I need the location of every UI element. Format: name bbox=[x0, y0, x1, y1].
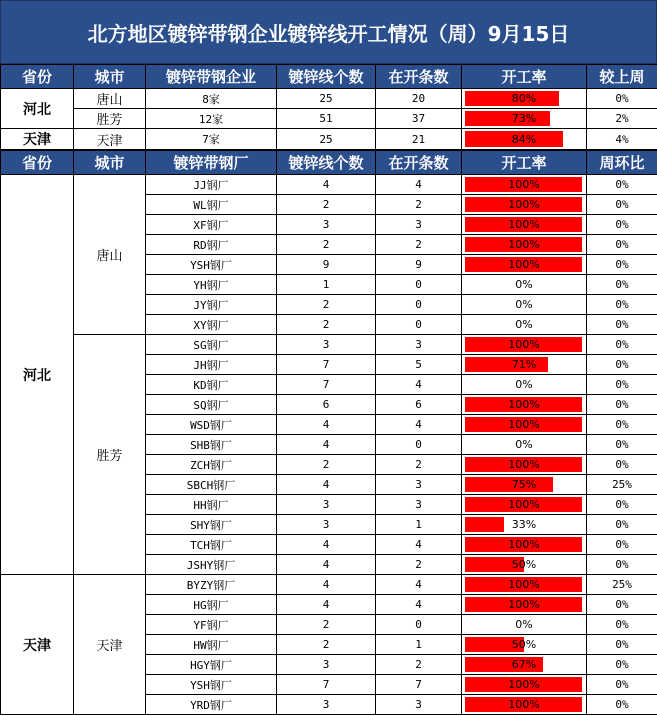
rate-cell bbox=[462, 475, 587, 495]
summary-header-cell: 城市 bbox=[74, 65, 146, 89]
rate-cell bbox=[462, 175, 587, 195]
change-cell: 25% bbox=[587, 475, 657, 495]
line-count-cell: 3 bbox=[277, 495, 376, 515]
mill-row bbox=[1, 175, 657, 195]
rate-cell bbox=[462, 635, 587, 655]
province-cell: 河北 bbox=[1, 175, 74, 575]
change-cell: 0% bbox=[587, 315, 657, 335]
change-cell: 0% bbox=[587, 595, 657, 615]
open-count-cell: 0 bbox=[376, 315, 462, 335]
mill-name-cell: HG钢厂 bbox=[146, 595, 277, 615]
city-cell: 天津 bbox=[74, 129, 146, 150]
change-cell: 0% bbox=[587, 375, 657, 395]
rate-label: 100% bbox=[508, 678, 540, 691]
rate-label: 100% bbox=[508, 458, 540, 471]
rate-label: 0% bbox=[515, 278, 533, 291]
open-count-cell: 3 bbox=[376, 695, 462, 715]
open-count-cell: 9 bbox=[376, 255, 462, 275]
mill-name-cell: YSH钢厂 bbox=[146, 675, 277, 695]
rate-label: 100% bbox=[508, 338, 540, 351]
change-cell: 0% bbox=[587, 515, 657, 535]
city-cell: 唐山 bbox=[74, 175, 146, 335]
province-cell: 天津 bbox=[1, 129, 74, 150]
line-count-cell: 4 bbox=[277, 535, 376, 555]
line-count-cell: 4 bbox=[277, 435, 376, 455]
line-count-cell: 4 bbox=[277, 575, 376, 595]
change-cell: 0% bbox=[587, 695, 657, 715]
line-count-cell: 2 bbox=[277, 195, 376, 215]
line-count-cell: 2 bbox=[277, 235, 376, 255]
mill-name-cell: RD钢厂 bbox=[146, 235, 277, 255]
mill-name-cell: SHB钢厂 bbox=[146, 435, 277, 455]
company-count-cell: 12家 bbox=[146, 109, 277, 129]
mill-name-cell: HH钢厂 bbox=[146, 495, 277, 515]
mill-name-cell: SQ钢厂 bbox=[146, 395, 277, 415]
line-count-cell: 3 bbox=[277, 655, 376, 675]
mill-name-cell: JSHY钢厂 bbox=[146, 555, 277, 575]
summary-row bbox=[1, 129, 657, 150]
open-count-cell: 2 bbox=[376, 235, 462, 255]
province-cell: 河北 bbox=[1, 89, 74, 129]
mill-name-cell: JJ钢厂 bbox=[146, 175, 277, 195]
open-count-cell: 4 bbox=[376, 175, 462, 195]
open-count-cell: 6 bbox=[376, 395, 462, 415]
rate-cell bbox=[462, 355, 587, 375]
mill-name-cell: TCH钢厂 bbox=[146, 535, 277, 555]
detail-header-cell: 在开条数 bbox=[376, 151, 462, 175]
rate-label: 100% bbox=[508, 498, 540, 511]
rate-label: 100% bbox=[508, 598, 540, 611]
change-cell: 0% bbox=[587, 335, 657, 355]
mill-row bbox=[1, 575, 657, 595]
mill-name-cell: JY钢厂 bbox=[146, 295, 277, 315]
mill-name-cell: WL钢厂 bbox=[146, 195, 277, 215]
change-cell: 0% bbox=[587, 89, 657, 109]
rate-cell bbox=[462, 575, 587, 595]
rate-cell bbox=[462, 455, 587, 475]
rate-label: 0% bbox=[515, 318, 533, 331]
rate-label: 0% bbox=[515, 618, 533, 631]
rate-cell bbox=[462, 515, 587, 535]
mill-name-cell: BYZY钢厂 bbox=[146, 575, 277, 595]
line-count-cell: 4 bbox=[277, 415, 376, 435]
rate-label: 100% bbox=[508, 538, 540, 551]
rate-cell bbox=[462, 295, 587, 315]
line-count-cell: 7 bbox=[277, 375, 376, 395]
rate-label: 80% bbox=[511, 92, 537, 105]
rate-label: 100% bbox=[508, 398, 540, 411]
open-count-cell: 7 bbox=[376, 675, 462, 695]
province-cell: 天津 bbox=[1, 575, 74, 715]
company-count-cell: 8家 bbox=[146, 89, 277, 109]
open-count-cell: 3 bbox=[376, 335, 462, 355]
rate-cell bbox=[462, 435, 587, 455]
rate-label: 50% bbox=[511, 638, 537, 651]
change-cell: 0% bbox=[587, 435, 657, 455]
mill-name-cell: ZCH钢厂 bbox=[146, 455, 277, 475]
open-count-cell: 1 bbox=[376, 635, 462, 655]
mill-name-cell: SBCH钢厂 bbox=[146, 475, 277, 495]
mill-name-cell: HW钢厂 bbox=[146, 635, 277, 655]
report-title: 北方地区镀锌带钢企业镀锌线开工情况（周）9月15日 bbox=[0, 0, 657, 64]
rate-label: 100% bbox=[508, 418, 540, 431]
line-count-cell: 6 bbox=[277, 395, 376, 415]
mill-name-cell: YF钢厂 bbox=[146, 615, 277, 635]
change-cell: 0% bbox=[587, 455, 657, 475]
rate-cell bbox=[462, 555, 587, 575]
line-count-cell: 2 bbox=[277, 635, 376, 655]
rate-cell bbox=[462, 275, 587, 295]
mill-name-cell: WSD钢厂 bbox=[146, 415, 277, 435]
line-count-cell: 2 bbox=[277, 295, 376, 315]
change-cell: 4% bbox=[587, 129, 657, 150]
open-count-cell: 2 bbox=[376, 655, 462, 675]
detail-header-cell: 周环比 bbox=[587, 151, 657, 175]
open-count-cell: 4 bbox=[376, 535, 462, 555]
open-count-cell: 0 bbox=[376, 615, 462, 635]
company-count-cell: 7家 bbox=[146, 129, 277, 150]
line-count-cell: 1 bbox=[277, 275, 376, 295]
rate-cell bbox=[462, 395, 587, 415]
line-count-cell: 3 bbox=[277, 215, 376, 235]
rate-cell bbox=[462, 335, 587, 355]
open-count-cell: 4 bbox=[376, 415, 462, 435]
change-cell: 0% bbox=[587, 215, 657, 235]
mill-name-cell: YSH钢厂 bbox=[146, 255, 277, 275]
change-cell: 0% bbox=[587, 495, 657, 515]
rate-label: 100% bbox=[508, 198, 540, 211]
line-count-cell: 2 bbox=[277, 615, 376, 635]
change-cell: 2% bbox=[587, 109, 657, 129]
change-cell: 0% bbox=[587, 535, 657, 555]
open-count-cell: 2 bbox=[376, 555, 462, 575]
open-count-cell: 0 bbox=[376, 275, 462, 295]
rate-cell bbox=[462, 595, 587, 615]
open-count-cell: 3 bbox=[376, 475, 462, 495]
rate-cell bbox=[462, 255, 587, 275]
mill-name-cell: KD钢厂 bbox=[146, 375, 277, 395]
open-count-cell: 37 bbox=[376, 109, 462, 129]
summary-header-cell: 省份 bbox=[1, 65, 74, 89]
rate-label: 100% bbox=[508, 218, 540, 231]
rate-cell bbox=[462, 675, 587, 695]
line-count-cell: 4 bbox=[277, 555, 376, 575]
mill-name-cell: YH钢厂 bbox=[146, 275, 277, 295]
line-count-cell: 51 bbox=[277, 109, 376, 129]
rate-label: 100% bbox=[508, 698, 540, 711]
rate-label: 0% bbox=[515, 378, 533, 391]
detail-header-cell: 省份 bbox=[1, 151, 74, 175]
rate-cell bbox=[462, 375, 587, 395]
line-count-cell: 7 bbox=[277, 355, 376, 375]
summary-row bbox=[1, 89, 657, 109]
mill-name-cell: SG钢厂 bbox=[146, 335, 277, 355]
mill-row bbox=[1, 335, 657, 355]
rate-cell bbox=[462, 215, 587, 235]
line-count-cell: 25 bbox=[277, 129, 376, 150]
detail-table bbox=[0, 150, 657, 715]
detail-header-cell: 开工率 bbox=[462, 151, 587, 175]
change-cell: 0% bbox=[587, 395, 657, 415]
rate-cell bbox=[462, 415, 587, 435]
mill-name-cell: YRD钢厂 bbox=[146, 695, 277, 715]
open-count-cell: 4 bbox=[376, 375, 462, 395]
mill-name-cell: SHY钢厂 bbox=[146, 515, 277, 535]
change-cell: 0% bbox=[587, 255, 657, 275]
line-count-cell: 4 bbox=[277, 475, 376, 495]
open-count-cell: 4 bbox=[376, 595, 462, 615]
summary-header-cell: 镀锌线个数 bbox=[277, 65, 376, 89]
change-cell: 0% bbox=[587, 615, 657, 635]
line-count-cell: 2 bbox=[277, 455, 376, 475]
change-cell: 0% bbox=[587, 415, 657, 435]
open-count-cell: 3 bbox=[376, 215, 462, 235]
rate-label: 100% bbox=[508, 578, 540, 591]
mill-name-cell: HGY钢厂 bbox=[146, 655, 277, 675]
rate-label: 100% bbox=[508, 238, 540, 251]
rate-label: 33% bbox=[511, 518, 537, 531]
line-count-cell: 3 bbox=[277, 515, 376, 535]
line-count-cell: 4 bbox=[277, 175, 376, 195]
rate-label: 100% bbox=[508, 178, 540, 191]
summary-table bbox=[0, 64, 657, 150]
change-cell: 0% bbox=[587, 175, 657, 195]
rate-label: 71% bbox=[511, 358, 537, 371]
city-cell: 胜芳 bbox=[74, 335, 146, 575]
city-cell: 唐山 bbox=[74, 89, 146, 109]
rate-label: 73% bbox=[511, 112, 537, 125]
rate-cell bbox=[462, 695, 587, 715]
open-count-cell: 4 bbox=[376, 575, 462, 595]
open-count-cell: 3 bbox=[376, 495, 462, 515]
rate-cell bbox=[462, 235, 587, 255]
summary-header-cell: 较上周 bbox=[587, 65, 657, 89]
line-count-cell: 3 bbox=[277, 335, 376, 355]
summary-row bbox=[1, 109, 657, 129]
line-count-cell: 7 bbox=[277, 675, 376, 695]
rate-cell bbox=[462, 615, 587, 635]
change-cell: 0% bbox=[587, 275, 657, 295]
rate-cell bbox=[462, 655, 587, 675]
rate-cell bbox=[462, 315, 587, 335]
rate-label: 0% bbox=[515, 298, 533, 311]
rate-label: 50% bbox=[511, 558, 537, 571]
open-count-cell: 2 bbox=[376, 195, 462, 215]
change-cell: 0% bbox=[587, 235, 657, 255]
rate-cell bbox=[462, 89, 587, 109]
summary-header-cell: 开工率 bbox=[462, 65, 587, 89]
mill-name-cell: XY钢厂 bbox=[146, 315, 277, 335]
detail-header-cell: 镀锌带钢厂 bbox=[146, 151, 277, 175]
detail-header-cell: 镀锌线个数 bbox=[277, 151, 376, 175]
change-cell: 0% bbox=[587, 635, 657, 655]
rate-cell bbox=[462, 495, 587, 515]
city-cell: 胜芳 bbox=[74, 109, 146, 129]
rate-label: 67% bbox=[511, 658, 537, 671]
change-cell: 0% bbox=[587, 295, 657, 315]
open-count-cell: 21 bbox=[376, 129, 462, 150]
line-count-cell: 3 bbox=[277, 695, 376, 715]
line-count-cell: 2 bbox=[277, 315, 376, 335]
rate-cell bbox=[462, 195, 587, 215]
rate-label: 0% bbox=[515, 438, 533, 451]
open-count-cell: 0 bbox=[376, 295, 462, 315]
detail-header-cell: 城市 bbox=[74, 151, 146, 175]
open-count-cell: 1 bbox=[376, 515, 462, 535]
city-cell: 天津 bbox=[74, 575, 146, 715]
rate-label: 100% bbox=[508, 258, 540, 271]
open-count-cell: 2 bbox=[376, 455, 462, 475]
summary-header-row bbox=[1, 65, 657, 89]
detail-header-row bbox=[1, 151, 657, 175]
rate-cell bbox=[462, 535, 587, 555]
change-cell: 0% bbox=[587, 355, 657, 375]
mill-name-cell: JH钢厂 bbox=[146, 355, 277, 375]
change-cell: 0% bbox=[587, 655, 657, 675]
rate-cell bbox=[462, 129, 587, 150]
rate-label: 84% bbox=[511, 132, 537, 146]
open-count-cell: 0 bbox=[376, 435, 462, 455]
line-count-cell: 9 bbox=[277, 255, 376, 275]
summary-header-cell: 镀锌带钢企业 bbox=[146, 65, 277, 89]
change-cell: 25% bbox=[587, 575, 657, 595]
rate-label: 75% bbox=[511, 478, 537, 491]
change-cell: 0% bbox=[587, 195, 657, 215]
summary-header-cell: 在开条数 bbox=[376, 65, 462, 89]
change-cell: 0% bbox=[587, 675, 657, 695]
change-cell: 0% bbox=[587, 555, 657, 575]
rate-cell bbox=[462, 109, 587, 129]
line-count-cell: 25 bbox=[277, 89, 376, 109]
line-count-cell: 4 bbox=[277, 595, 376, 615]
open-count-cell: 20 bbox=[376, 89, 462, 109]
open-count-cell: 5 bbox=[376, 355, 462, 375]
mill-name-cell: XF钢厂 bbox=[146, 215, 277, 235]
